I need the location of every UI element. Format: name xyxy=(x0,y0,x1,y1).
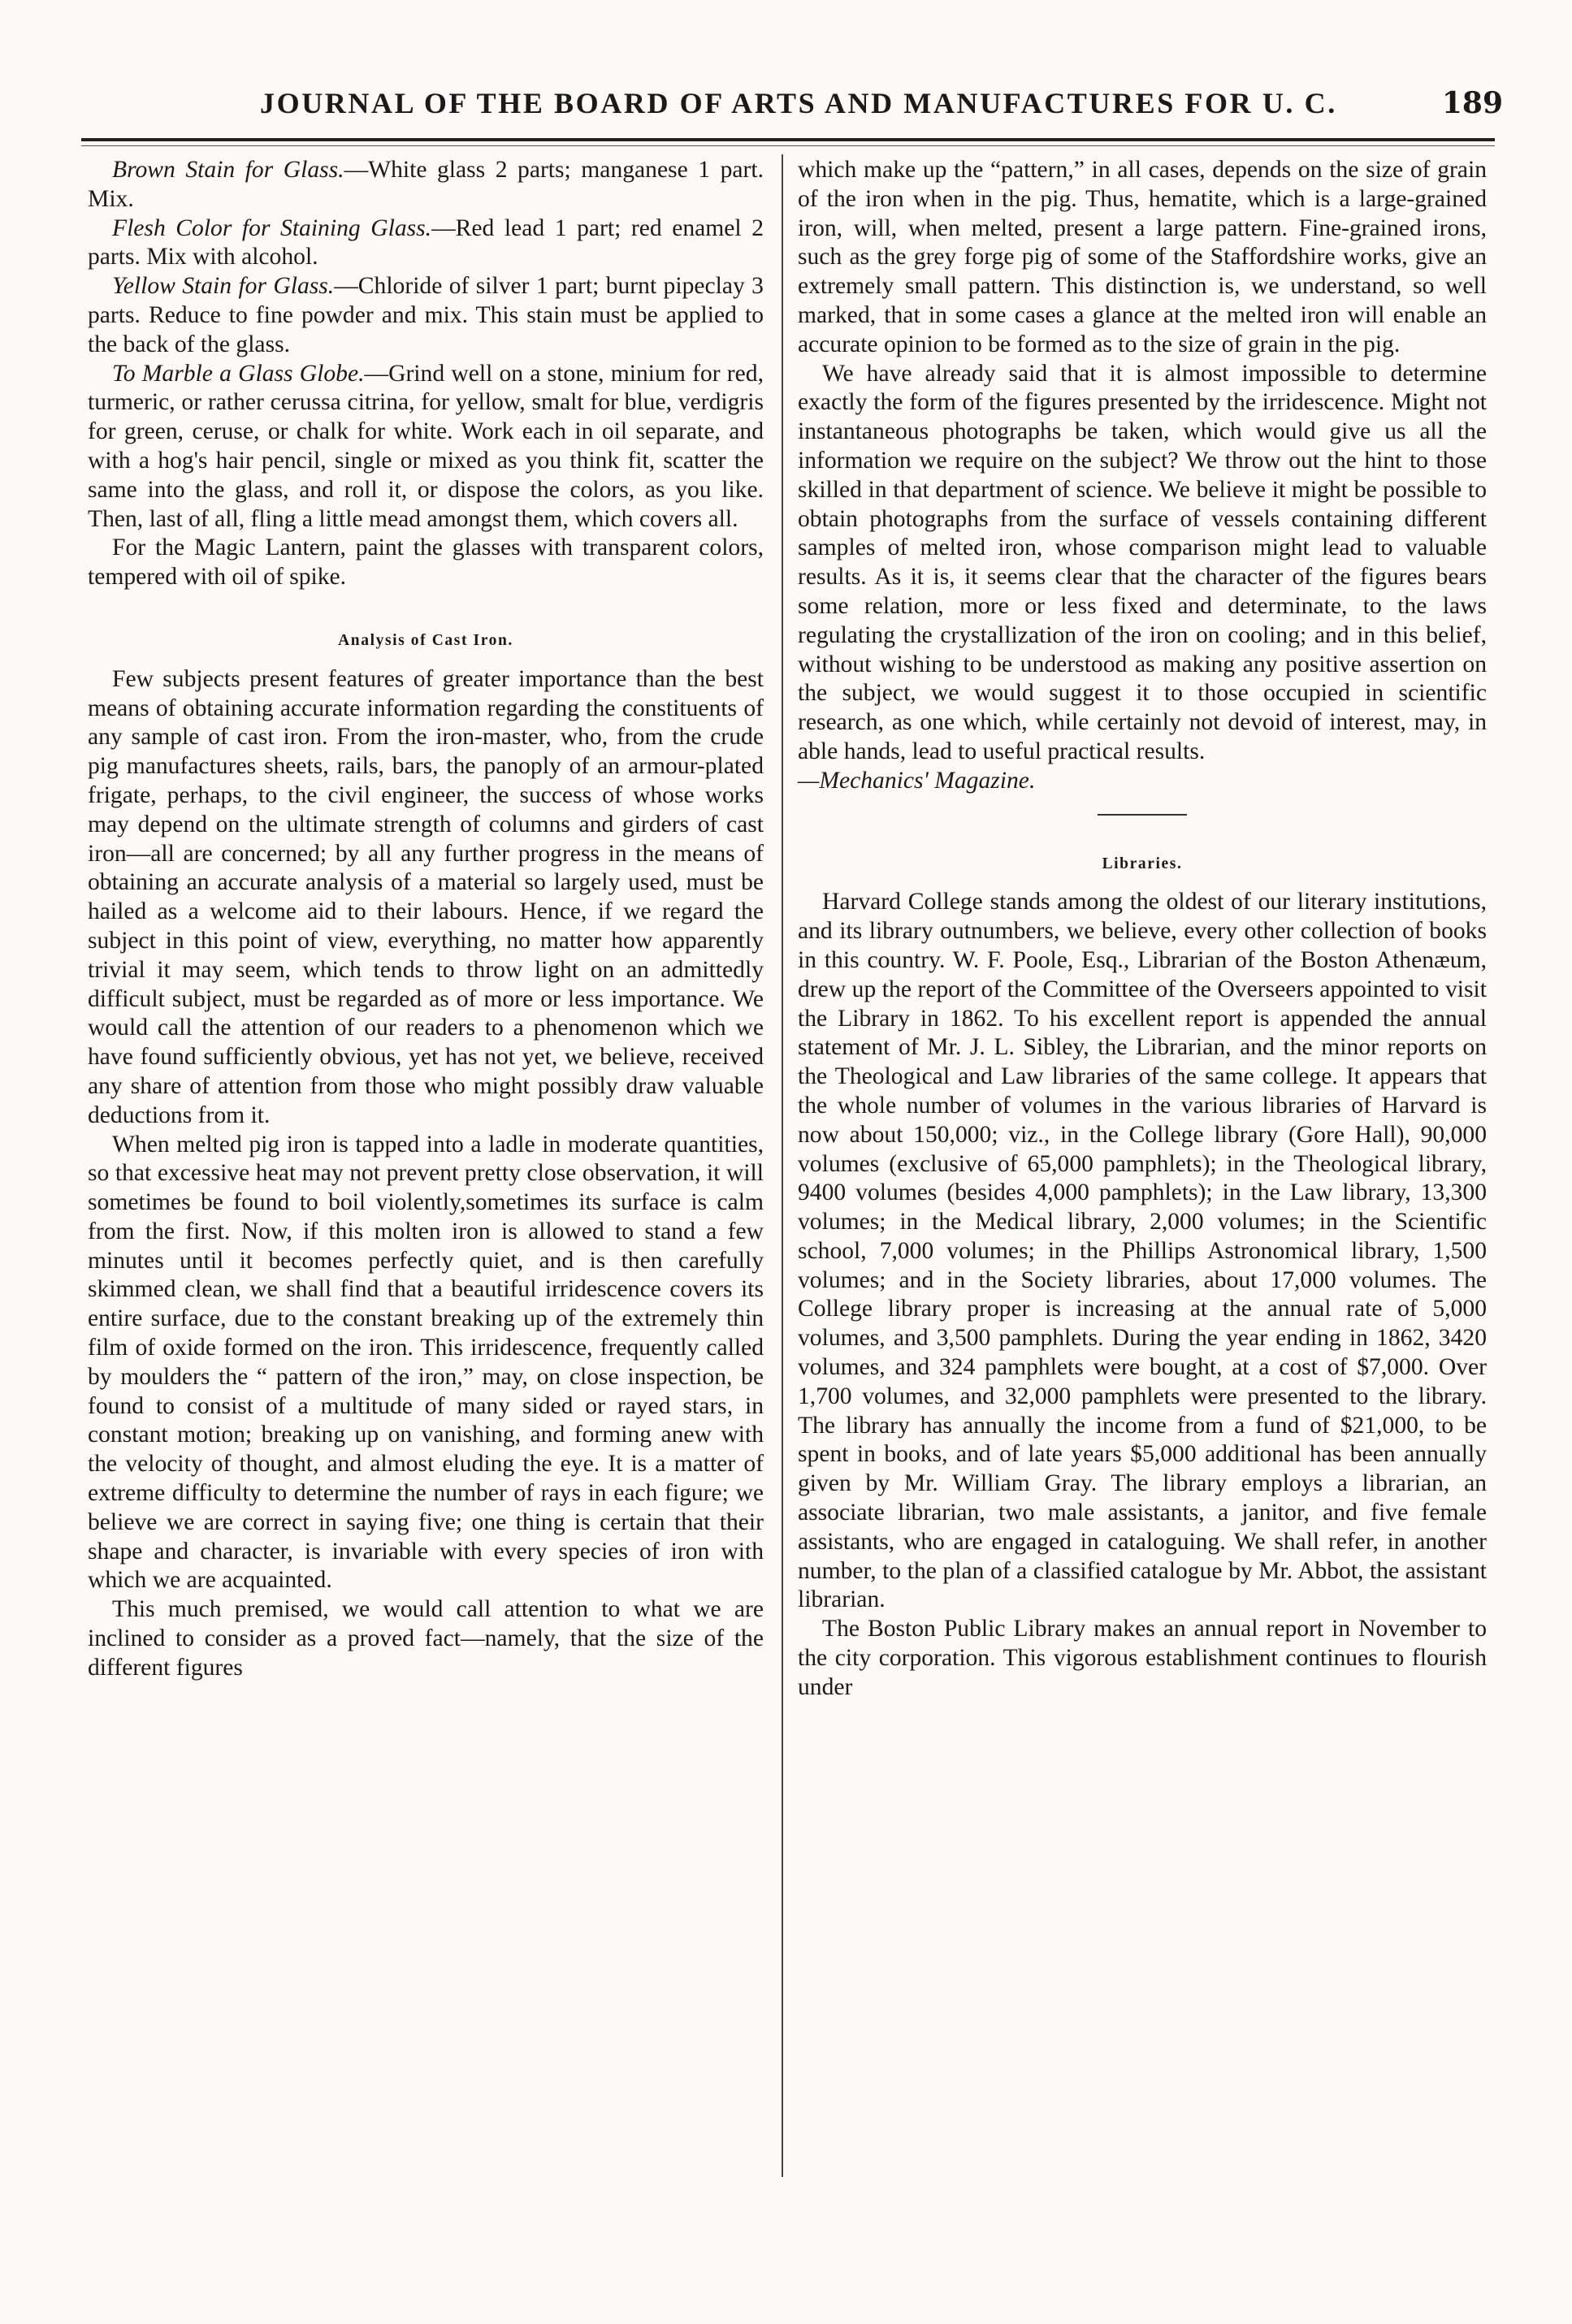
lantern-paragraph: For the Magic Lantern, paint the glasses with transparent colors, tempered with oil of spike. xyxy=(88,534,764,591)
body-paragraph: The Boston Public Library makes an annual report in November to the city corporation. This vigorous establishment continues to flourish under xyxy=(798,1616,1487,1700)
recipe-paragraph xyxy=(88,214,764,273)
page-header xyxy=(73,83,1503,128)
section-separator xyxy=(1098,814,1187,816)
running-title: JOURNAL OF THE BOARD OF ARTS AND MANUFACTURES FOR U. C. xyxy=(260,87,1337,119)
section-heading-libraries: Libraries. xyxy=(1102,855,1183,872)
section-heading-analysis: Analysis of Cast Iron. xyxy=(338,631,513,649)
recipe-text: —Red lead 1 part; red enamel 2 parts. Mix with alcohol. xyxy=(88,214,764,270)
body-paragraph: This much premised, we would call attention to what we are inclined to consider as a proved fact—namely, that the size of the different figures xyxy=(88,1596,764,1681)
header-rule-thin xyxy=(81,145,1495,146)
right-column xyxy=(798,156,1487,1703)
header-rule-thick xyxy=(81,138,1495,141)
recipe-title: To Marble a Glass Globe. xyxy=(112,360,365,387)
recipe-paragraph xyxy=(88,360,764,534)
recipe-title: Flesh Color for Staining Glass. xyxy=(112,214,432,241)
body-paragraph: We have already said that it is almost impossible to determine exactly the form of the figures presented by the irridescence. Might not instantaneous photographs be taken, which would give us all the information we require on the subject? We throw out the hint to those skilled in that department of science. We believe it might be possible to obtain photographs from the surface of vessels containing different samples of melted iron, whose comparison might lead to valuable results. As it is, it seems clear that the character of the figures bears some relation, more or less fixed and determinate, to the laws regulating the crystallization of the iron on cooling; and in this belief, without wishing to be understood as making any positive assertion on the subject, we would suggest it to those occupied in scientific research, as one which, while certainly not devoid of interest, may, in able hands, lead to useful practical results. xyxy=(798,360,1487,764)
recipe-title: Yellow Stain for Glass. xyxy=(112,273,335,300)
column-divider xyxy=(782,154,783,2177)
recipe-text: —Chloride of silver 1 part; burnt pipeclay 3 parts. Reduce to fine powder and mix. This stain must be applied to the back of the glass. xyxy=(88,273,764,357)
recipe-paragraph xyxy=(88,272,764,359)
recipe-title: Brown Stain for Glass. xyxy=(112,157,344,183)
body-paragraph: which make up the “pattern,” in all cases, depends on the size of grain of the iron when in the pig. Thus, hematite, which is a large-grained iron, will, when melted, present a large pattern. Fine-grained irons, such as the grey forge pig of some of the Staffordshire works, give an extremely small pattern. This distinction is, we understand, so well marked, that in some cases a glance at the melted iron will enable an accurate opinion to be formed as to the size of grain in the pig. xyxy=(798,157,1487,357)
recipe-paragraph xyxy=(88,156,764,214)
body-paragraph: Harvard College stands among the oldest of our literary institutions, and its library outnumbers, we believe, every other collection of books in this country. W. F. Poole, Esq., Librarian of the Boston Athenæum, drew up the report of the Committee of the Overseers appointed to visit the Library in 1862. To his excellent report is appended the annual statement of Mr. J. L. Sibley, the Librarian, and the minor reports on the Theological and Law libraries of the same college. It appears that the whole number of volumes in the various libraries of Harvard is now about 150,000; viz., in the College library (Gore Hall), 90,000 volumes (exclusive of 65,000 pamphlets); in the Theological library, 9400 volumes (besides 4,000 pamphlets); in the Law library, 13,300 volumes; in the Medical library, 2,000 volumes; in the Scientific school, 7,000 volumes; in the Phillips Astronomical library, 1,500 volumes; and in the Society libraries, about 17,000 volumes. The College library proper is increasing at the annual rate of 5,000 volumes, and 3,500 pamphlets. During the year ending in 1862, 3420 volumes, and 324 pamphlets were bought, at a cost of $7,000. Over 1,700 volumes, and 32,000 pamphlets were presented to the library. The library has annually the income from a fund of $21,000, to be spent in books, and of late years $5,000 additional has been annually given by Mr. William Gray. The library employs a librarian, an associate librarian, two male assistants, a janitor, and five female assistants, who are engaged in cataloguing. We shall refer, in another number, to the plan of a classified catalogue by Mr. Abbot, the assistant librarian. xyxy=(798,889,1487,1613)
body-paragraph: When melted pig iron is tapped into a ladle in moderate quantities, so that excessive heat may not prevent pretty close observation, it will sometimes be found to boil violently,sometimes its surface is calm from the first. Now, if this molten iron is allowed to stand a few minutes until it becomes perfectly quiet, and is then carefully skimmed clean, we shall find that a beautiful irridescence covers its entire surface, due to the constant breaking up of the extremely thin film of oxide formed on the iron. This irridescence, frequently called by moulders the “ pattern of the iron,” may, on close inspection, be found to consist of a multitude of many sided or rayed stars, in constant motion; breaking up on vanishing, and forming anew with the velocity of thought, and almost eluding the eye. It is a matter of extreme difficulty to determine the number of rays in each figure; we believe we are correct in saying five; one thing is certain that their shape and character, is invariable with every species of iron with which we are acquainted. xyxy=(88,1131,764,1594)
recipe-text: —Grind well on a stone, minium for red, turmeric, or rather cerussa citrina, for yellow, smalt for blue, verdigris for green, ceruse, or chalk for white. Work each in oil separate, and with a hog's hair pencil, single or mixed as you think fit, scatter the same into the glass, and roll it, or dispose the colors, as you like. Then, last of all, fling a little mead amongst them, which covers all. xyxy=(88,360,764,532)
recipe-text: —White glass 2 parts; manganese 1 part. Mix. xyxy=(88,157,764,212)
source-attribution: —Mechanics' Magazine. xyxy=(798,767,1036,794)
left-column xyxy=(88,156,764,1683)
page-number: 189 xyxy=(1441,86,1503,120)
body-paragraph: Few subjects present features of greater importance than the best means of obtaining accurate information regarding the constituents of any sample of cast iron. From the iron-master, who, from the crude pig manufactures sheets, rails, bars, the panoply of an armour-plated frigate, perhaps, to the civil engineer, the success of whose works may depend on the ultimate strength of columns and girders of cast iron—all are concerned; by all any further progress in the means of obtaining an accurate analysis of a material so largely used, must be hailed as a welcome aid to their labours. Hence, if we regard the subject in this point of view, everything, no matter how apparently trivial it may seem, which tends to throw light on an admittedly difficult subject, must be regarded as of more or less importance. We would call the attention of our readers to a phenomenon which we have found sufficiently obvious, yet has not yet, we believe, received any share of attention from those who might possibly draw valuable deductions from it. xyxy=(88,665,764,1128)
